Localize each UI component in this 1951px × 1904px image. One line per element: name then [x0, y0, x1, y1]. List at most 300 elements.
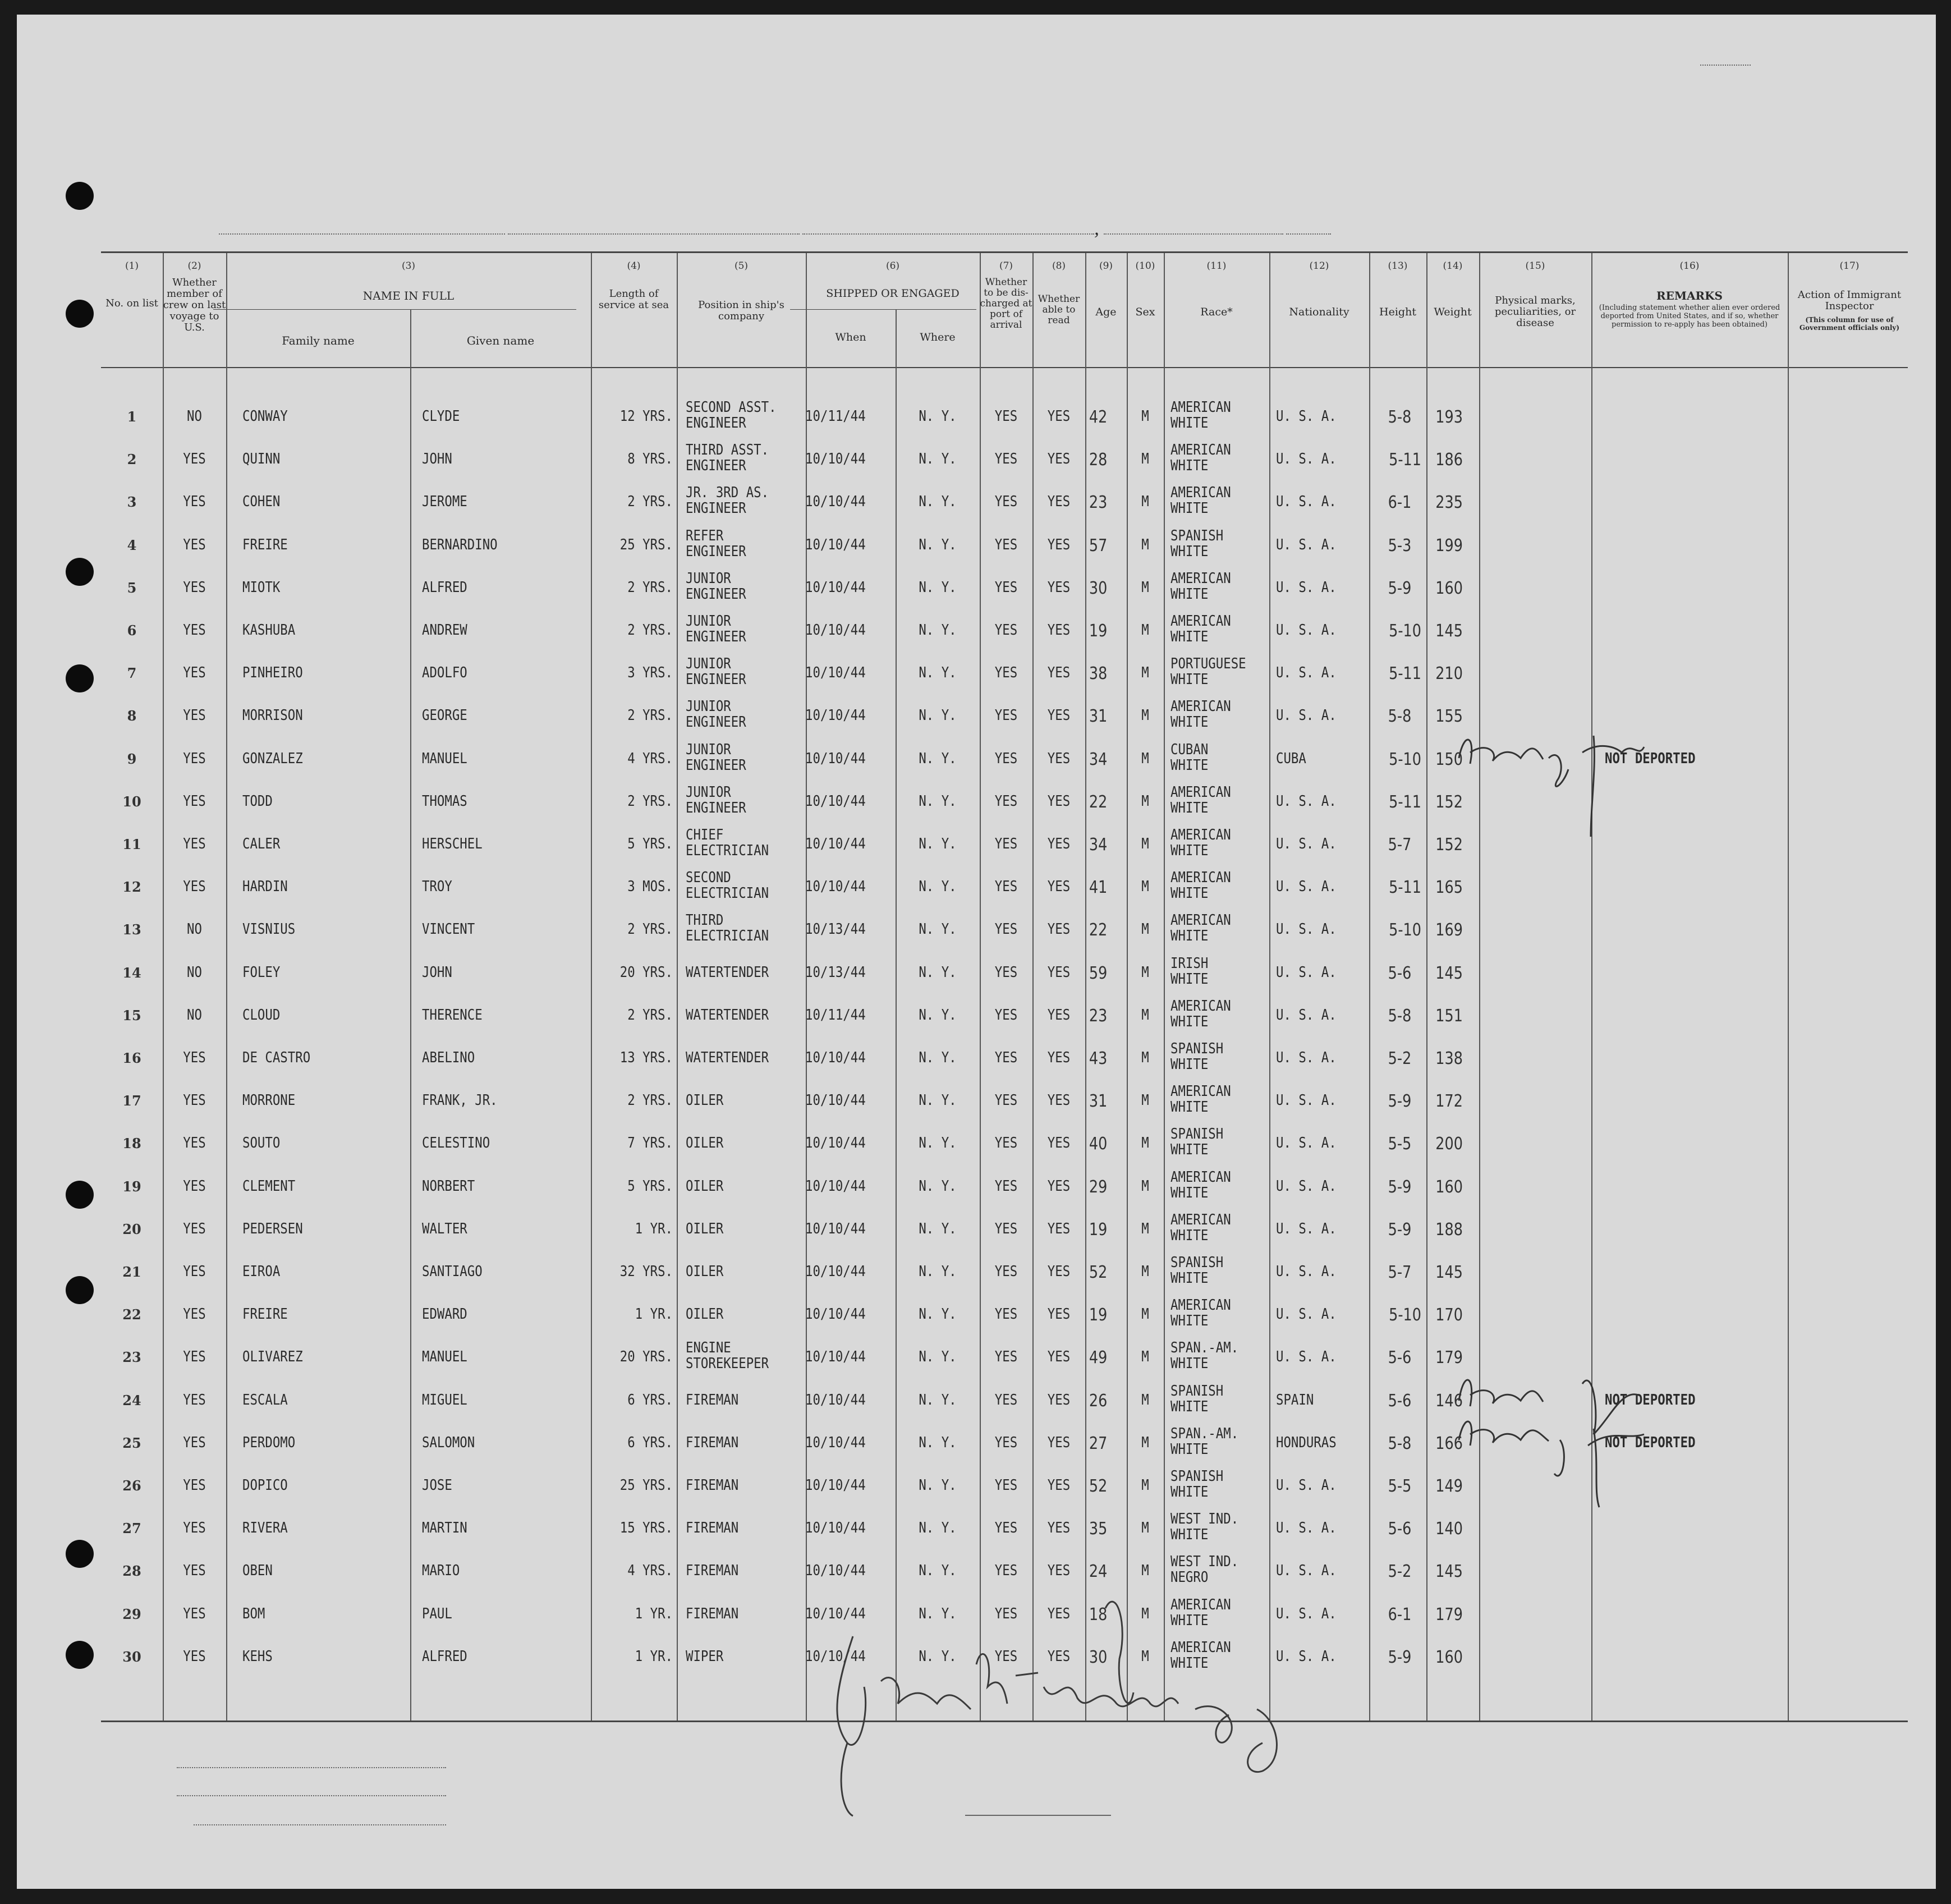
row-number: 13 [122, 921, 141, 938]
age: 18 [1089, 1604, 1108, 1625]
age: 35 [1089, 1519, 1108, 1539]
sex: M [1141, 707, 1149, 724]
able-to-read: YES [1047, 1220, 1071, 1237]
sex: M [1141, 664, 1149, 682]
race-line-2: WHITE [1170, 1313, 1209, 1330]
position-line-2: ENGINEER [686, 500, 746, 517]
age: 38 [1089, 664, 1108, 684]
col-race: Race* [1200, 306, 1233, 318]
weight: 160 [1435, 1647, 1463, 1667]
given-name: ADOLFO [422, 664, 467, 682]
weight: 140 [1435, 1519, 1463, 1539]
col-action-note: (This column for use of Government officials only) [1799, 316, 1900, 332]
footer-agents-row [112, 1817, 561, 1828]
to-be-discharged: YES [994, 579, 1018, 596]
handwritten-annotation-rows24-25 [1453, 1356, 1678, 1513]
to-be-discharged: YES [994, 1434, 1018, 1451]
length-of-service: 2 YRS. [627, 579, 673, 596]
nationality: U. S. A. [1276, 1177, 1337, 1195]
able-to-read: YES [1047, 1135, 1071, 1152]
able-to-read: YES [1047, 1520, 1071, 1537]
to-be-discharged: YES [994, 451, 1018, 468]
nationality: U. S. A. [1276, 1520, 1337, 1537]
family-name: OLIVAREZ [242, 1348, 303, 1366]
race-line-2: WHITE [1170, 1440, 1209, 1458]
row-number: 18 [122, 1135, 141, 1152]
name-header-rule [213, 309, 576, 310]
able-to-read: YES [1047, 964, 1071, 981]
given-name: WALTER [422, 1220, 467, 1237]
shipped-where: N. Y. [919, 836, 957, 852]
sex: M [1141, 1605, 1149, 1622]
weight: 146 [1435, 1391, 1463, 1411]
age: 31 [1089, 1091, 1108, 1112]
race-line-1: CUBAN [1170, 741, 1209, 758]
age: 52 [1089, 1263, 1108, 1282]
shipped-when: 10/10/44 [805, 579, 866, 596]
shipped-when: 10/10/44 [805, 1648, 866, 1665]
given-name: THERENCE [422, 1006, 483, 1024]
shipped-where: N. Y. [919, 408, 957, 425]
position: OILER [686, 1220, 724, 1237]
sex: M [1141, 1306, 1149, 1323]
race-line-2: WHITE [1170, 1526, 1209, 1544]
to-be-discharged: YES [994, 921, 1018, 938]
column-rule [1426, 253, 1427, 1721]
length-of-service: 7 YRS. [627, 1135, 673, 1152]
race-line-1: AMERICAN [1170, 1639, 1231, 1656]
binder-hole [66, 1276, 94, 1304]
able-to-read: YES [1047, 707, 1071, 724]
position: OILER [686, 1135, 724, 1152]
col-name-in-full: NAME IN FULL [362, 289, 455, 302]
given-name: BERNARDINO [422, 536, 498, 553]
column-number: (2) [187, 260, 201, 272]
row-number: 11 [122, 836, 141, 852]
race-line-1: WEST IND. [1170, 1511, 1239, 1528]
nationality: U. S. A. [1276, 1049, 1337, 1066]
race-line-1: AMERICAN [1170, 399, 1231, 416]
row-number: 24 [122, 1392, 141, 1408]
age: 34 [1089, 749, 1108, 769]
position-line-2: ENGINEER [686, 415, 746, 432]
length-of-service: 1 YR. [635, 1648, 673, 1665]
col-where: Where [920, 331, 956, 343]
shipped-when: 10/10/44 [805, 1306, 866, 1323]
nationality: U. S. A. [1276, 964, 1337, 981]
to-be-discharged: YES [994, 1092, 1018, 1109]
sheet-number-field [1700, 53, 1751, 70]
member-last-voyage: NO [187, 964, 202, 981]
position-line-1: JUNIOR [686, 741, 731, 758]
column-number: (4) [627, 260, 641, 272]
sailing-port-blank [508, 217, 800, 235]
nationality: HONDURAS [1276, 1434, 1337, 1451]
to-be-discharged: YES [994, 1562, 1018, 1580]
shipped-where: N. Y. [919, 1605, 957, 1622]
shipped-when: 10/10/44 [805, 664, 866, 682]
to-be-discharged: YES [994, 493, 1018, 511]
shipped-when: 10/10/44 [805, 1049, 866, 1066]
sex: M [1141, 1092, 1149, 1109]
age: 41 [1089, 878, 1108, 898]
position-line-1: THIRD [686, 912, 724, 929]
nationality: U. S. A. [1276, 493, 1337, 511]
row-number: 10 [122, 793, 141, 810]
length-of-service: 5 YRS. [627, 1177, 673, 1195]
shipped-when: 10/11/44 [805, 1006, 866, 1024]
length-of-service: 3 MOS. [627, 878, 673, 896]
col-physical-marks: Physical marks, peculiarities, or disease [1494, 295, 1576, 329]
age: 24 [1089, 1562, 1108, 1582]
shipped-when: 10/10/44 [805, 1477, 866, 1494]
row-number: 21 [122, 1264, 141, 1280]
shipped-where: N. Y. [919, 921, 957, 938]
nationality: U. S. A. [1276, 579, 1337, 596]
position-line-1: JR. 3RD AS. [686, 484, 769, 502]
weight: 145 [1435, 1562, 1463, 1582]
length-of-service: 6 YRS. [627, 1391, 673, 1408]
shipped-where: N. Y. [919, 664, 957, 682]
member-last-voyage: YES [183, 792, 206, 810]
row-number: 27 [122, 1520, 141, 1537]
member-last-voyage: YES [183, 1477, 206, 1494]
handwritten-annotation-row9 [1453, 719, 1655, 842]
nationality: U. S. A. [1276, 836, 1337, 852]
row-number: 3 [127, 494, 137, 511]
race-line-2: WHITE [1170, 1398, 1209, 1415]
age: 40 [1089, 1134, 1108, 1154]
able-to-read: YES [1047, 408, 1071, 425]
height: 5-6 [1388, 963, 1412, 983]
position-line-2: ENGINEER [686, 628, 746, 645]
sex: M [1141, 792, 1149, 810]
weight: 152 [1435, 792, 1463, 812]
able-to-read: YES [1047, 664, 1071, 682]
nationality: U. S. A. [1276, 1135, 1337, 1152]
family-name: MORRONE [242, 1092, 296, 1109]
length-of-service: 2 YRS. [627, 493, 673, 511]
race-line-1: AMERICAN [1170, 1596, 1231, 1613]
member-last-voyage: YES [183, 1135, 206, 1152]
weight: 145 [1435, 963, 1463, 983]
race-line-2: WHITE [1170, 543, 1209, 560]
shipped-when: 10/10/44 [805, 836, 866, 852]
family-name: DOPICO [242, 1477, 288, 1494]
member-last-voyage: YES [183, 836, 206, 852]
position-line-1: JUNIOR [686, 570, 731, 587]
height: 5-8 [1388, 706, 1412, 727]
able-to-read: YES [1047, 836, 1071, 852]
given-name: JOSE [422, 1477, 452, 1494]
position: OILER [686, 1092, 724, 1109]
able-to-read: YES [1047, 1648, 1071, 1665]
to-be-discharged: YES [994, 622, 1018, 639]
race-line-1: AMERICAN [1170, 1168, 1231, 1186]
height: 5-3 [1388, 535, 1412, 556]
position: OILER [686, 1306, 724, 1323]
row-number: 6 [127, 622, 137, 639]
race-line-2: WHITE [1170, 585, 1209, 603]
position: WIPER [686, 1648, 724, 1665]
position: OILER [686, 1177, 724, 1195]
row-number: 1 [127, 409, 137, 425]
shipped-where: N. Y. [919, 1306, 957, 1323]
inspector-signature [814, 1575, 1347, 1822]
able-to-read: YES [1047, 622, 1071, 639]
age: 22 [1089, 792, 1108, 812]
column-rule [806, 253, 807, 1721]
height: 5-5 [1388, 1476, 1412, 1496]
member-last-voyage: YES [183, 493, 206, 511]
length-of-service: 2 YRS. [627, 921, 673, 938]
to-be-discharged: YES [994, 836, 1018, 852]
col-discharged: Whether to be dis-charged at port of arrival [980, 277, 1032, 331]
to-be-discharged: YES [994, 536, 1018, 553]
position: FIREMAN [686, 1391, 739, 1408]
given-name: TROY [422, 878, 452, 896]
to-be-discharged: YES [994, 1049, 1018, 1066]
given-name: MARTIN [422, 1520, 467, 1537]
shipped-where: N. Y. [919, 1092, 957, 1109]
position-line-1: THIRD ASST. [686, 442, 769, 459]
nationality: U. S. A. [1276, 1562, 1337, 1580]
row-number: 12 [122, 879, 141, 896]
able-to-read: YES [1047, 1263, 1071, 1280]
family-name: VISNIUS [242, 921, 296, 938]
length-of-service: 2 YRS. [627, 1092, 673, 1109]
member-last-voyage: YES [183, 1220, 206, 1237]
position: WATERTENDER [686, 1049, 769, 1066]
family-name: EIROA [242, 1263, 281, 1280]
position-line-2: ENGINEER [686, 671, 746, 689]
manifest-sheet [17, 15, 1936, 1889]
weight: 200 [1435, 1134, 1463, 1154]
race-line-1: AMERICAN [1170, 698, 1231, 715]
sex: M [1141, 1220, 1149, 1237]
col-able-to-read: Whether able to read [1038, 293, 1080, 326]
shipped-when: 10/13/44 [805, 921, 866, 938]
row-number: 15 [122, 1007, 141, 1024]
col-length-of-service: Length of service at sea [598, 288, 669, 311]
shipped-where: N. Y. [919, 1049, 957, 1066]
shipped-where: N. Y. [919, 1391, 957, 1408]
age: 31 [1089, 706, 1108, 727]
family-name: FOLEY [242, 964, 281, 981]
binder-hole [66, 182, 94, 210]
height: 5-6 [1388, 1391, 1412, 1411]
col-family-name: Family name [282, 334, 355, 347]
column-rule [1085, 253, 1086, 1721]
age: 23 [1089, 1006, 1108, 1026]
shipped-when: 10/10/44 [805, 1562, 866, 1580]
row-number: 23 [122, 1349, 141, 1366]
race-line-2: WHITE [1170, 415, 1209, 432]
nationality: U. S. A. [1276, 622, 1337, 639]
age: 57 [1089, 535, 1108, 556]
given-name: MIGUEL [422, 1391, 467, 1408]
shipped-when: 10/10/44 [805, 1135, 866, 1152]
column-number: (6) [885, 260, 900, 272]
shipped-when: 10/10/44 [805, 792, 866, 810]
family-name: QUINN [242, 451, 281, 468]
family-name: KASHUBA [242, 622, 296, 639]
length-of-service: 3 YRS. [627, 664, 673, 682]
height: 5-11 [1389, 450, 1421, 470]
given-name: JEROME [422, 493, 467, 511]
weight: 186 [1435, 450, 1463, 470]
shipped-when: 10/10/44 [805, 493, 866, 511]
to-be-discharged: YES [994, 1006, 1018, 1024]
able-to-read: YES [1047, 1605, 1071, 1622]
given-name: MANUEL [422, 1348, 467, 1366]
to-be-discharged: YES [994, 1520, 1018, 1537]
able-to-read: YES [1047, 1477, 1071, 1494]
able-to-read: YES [1047, 792, 1071, 810]
length-of-service: 5 YRS. [627, 836, 673, 852]
family-name: MORRISON [242, 707, 303, 724]
member-last-voyage: YES [183, 750, 206, 767]
column-number: (7) [999, 260, 1013, 272]
sex: M [1141, 622, 1149, 639]
race-line-2: WHITE [1170, 1056, 1209, 1073]
member-last-voyage: YES [183, 1562, 206, 1580]
sex: M [1141, 1562, 1149, 1580]
member-last-voyage: YES [183, 1263, 206, 1280]
height: 5-10 [1389, 920, 1421, 940]
length-of-service: 20 YRS. [619, 1348, 673, 1366]
height: 5-7 [1388, 1263, 1412, 1282]
shipped-when: 10/10/44 [805, 878, 866, 896]
column-number: (17) [1839, 260, 1860, 272]
to-be-discharged: YES [994, 1306, 1018, 1323]
height: 5-8 [1388, 407, 1412, 427]
row-number: 25 [122, 1434, 141, 1451]
header-bottom-border [101, 367, 1908, 368]
length-of-service: 2 YRS. [627, 622, 673, 639]
height: 6-1 [1388, 493, 1412, 513]
binder-hole [66, 1540, 94, 1568]
height: 5-9 [1388, 1177, 1412, 1197]
agents-value [194, 1824, 446, 1825]
to-be-discharged: YES [994, 664, 1018, 682]
race-line-2: WHITE [1170, 1484, 1209, 1501]
column-rule [591, 253, 592, 1721]
age: 28 [1089, 450, 1108, 470]
to-be-discharged: YES [994, 1648, 1018, 1665]
age: 19 [1089, 621, 1108, 641]
sex: M [1141, 836, 1149, 852]
position-line-2: ENGINEER [686, 799, 746, 816]
shipped-where: N. Y. [919, 1006, 957, 1024]
race-line-1: AMERICAN [1170, 1297, 1231, 1314]
length-of-service: 12 YRS. [619, 408, 673, 425]
height: 5-2 [1388, 1562, 1412, 1582]
column-number: (13) [1388, 260, 1408, 272]
position-line-2: ENGINEER [686, 756, 746, 774]
nationality: U. S. A. [1276, 1092, 1337, 1109]
length-of-service: 2 YRS. [627, 792, 673, 810]
position: FIREMAN [686, 1520, 739, 1537]
shipped-when: 10/10/44 [805, 1520, 866, 1537]
given-name: CELESTINO [422, 1135, 490, 1152]
shipped-when: 10/11/44 [805, 408, 866, 425]
row-number: 8 [127, 708, 137, 724]
nationality: U. S. A. [1276, 1348, 1337, 1366]
column-rule [163, 253, 164, 1721]
position-line-1: JUNIOR [686, 613, 731, 630]
row-number: 5 [127, 579, 137, 596]
age: 29 [1089, 1177, 1108, 1197]
shipped-where: N. Y. [919, 792, 957, 810]
shipped-where: N. Y. [919, 1263, 957, 1280]
family-name: MIOTK [242, 579, 281, 596]
shipped-where: N. Y. [919, 750, 957, 767]
weight: 160 [1435, 1177, 1463, 1197]
sex: M [1141, 1263, 1149, 1280]
race-line-1: SPANISH [1170, 1382, 1224, 1400]
row-number: 14 [122, 964, 141, 981]
race-line-2: WHITE [1170, 1141, 1209, 1159]
nationality: U. S. A. [1276, 451, 1337, 468]
shipped-when: 10/10/44 [805, 1391, 866, 1408]
race-line-2: WHITE [1170, 842, 1209, 859]
able-to-read: YES [1047, 1006, 1071, 1024]
length-of-service: 2 YRS. [627, 1006, 673, 1024]
race-line-1: SPANISH [1170, 1126, 1224, 1143]
able-to-read: YES [1047, 1391, 1071, 1408]
position: FIREMAN [686, 1434, 739, 1451]
member-last-voyage: YES [183, 1092, 206, 1109]
race-line-2: WHITE [1170, 799, 1209, 816]
position-line-1: JUNIOR [686, 698, 731, 715]
weight: 235 [1435, 493, 1463, 513]
race-line-2: WHITE [1170, 1270, 1209, 1287]
column-rule [226, 253, 227, 1721]
race-line-2: WHITE [1170, 1227, 1209, 1244]
position: FIREMAN [686, 1605, 739, 1622]
age: 19 [1089, 1305, 1108, 1325]
position-line-2: ELECTRICIAN [686, 885, 769, 902]
nationality: U. S. A. [1276, 792, 1337, 810]
race-line-2: WHITE [1170, 756, 1209, 774]
height: 5-9 [1388, 1219, 1412, 1240]
row-number: 26 [122, 1478, 141, 1494]
owners-value [177, 1795, 446, 1796]
member-last-voyage: YES [183, 579, 206, 596]
sex: M [1141, 493, 1149, 511]
nationality: U. S. A. [1276, 1306, 1337, 1323]
shipped-where: N. Y. [919, 1520, 957, 1537]
shipped-where: N. Y. [919, 579, 957, 596]
to-be-discharged: YES [994, 1348, 1018, 1366]
position-line-1: ENGINE [686, 1339, 731, 1357]
member-last-voyage: YES [183, 664, 206, 682]
given-name: PAUL [422, 1605, 452, 1622]
nationality: CUBA [1276, 750, 1306, 767]
race-line-1: SPANISH [1170, 1468, 1224, 1485]
race-line-1: AMERICAN [1170, 1083, 1231, 1100]
weight: 145 [1435, 621, 1463, 641]
height: 5-8 [1388, 1433, 1412, 1453]
nationality: U. S. A. [1276, 1648, 1337, 1665]
col-position: Position in ship's company [698, 299, 784, 322]
able-to-read: YES [1047, 1049, 1071, 1066]
race-line-1: SPAN.-AM. [1170, 1425, 1239, 1442]
race-line-1: IRISH [1170, 955, 1209, 972]
race-line-2: WHITE [1170, 500, 1209, 517]
member-last-voyage: YES [183, 878, 206, 896]
